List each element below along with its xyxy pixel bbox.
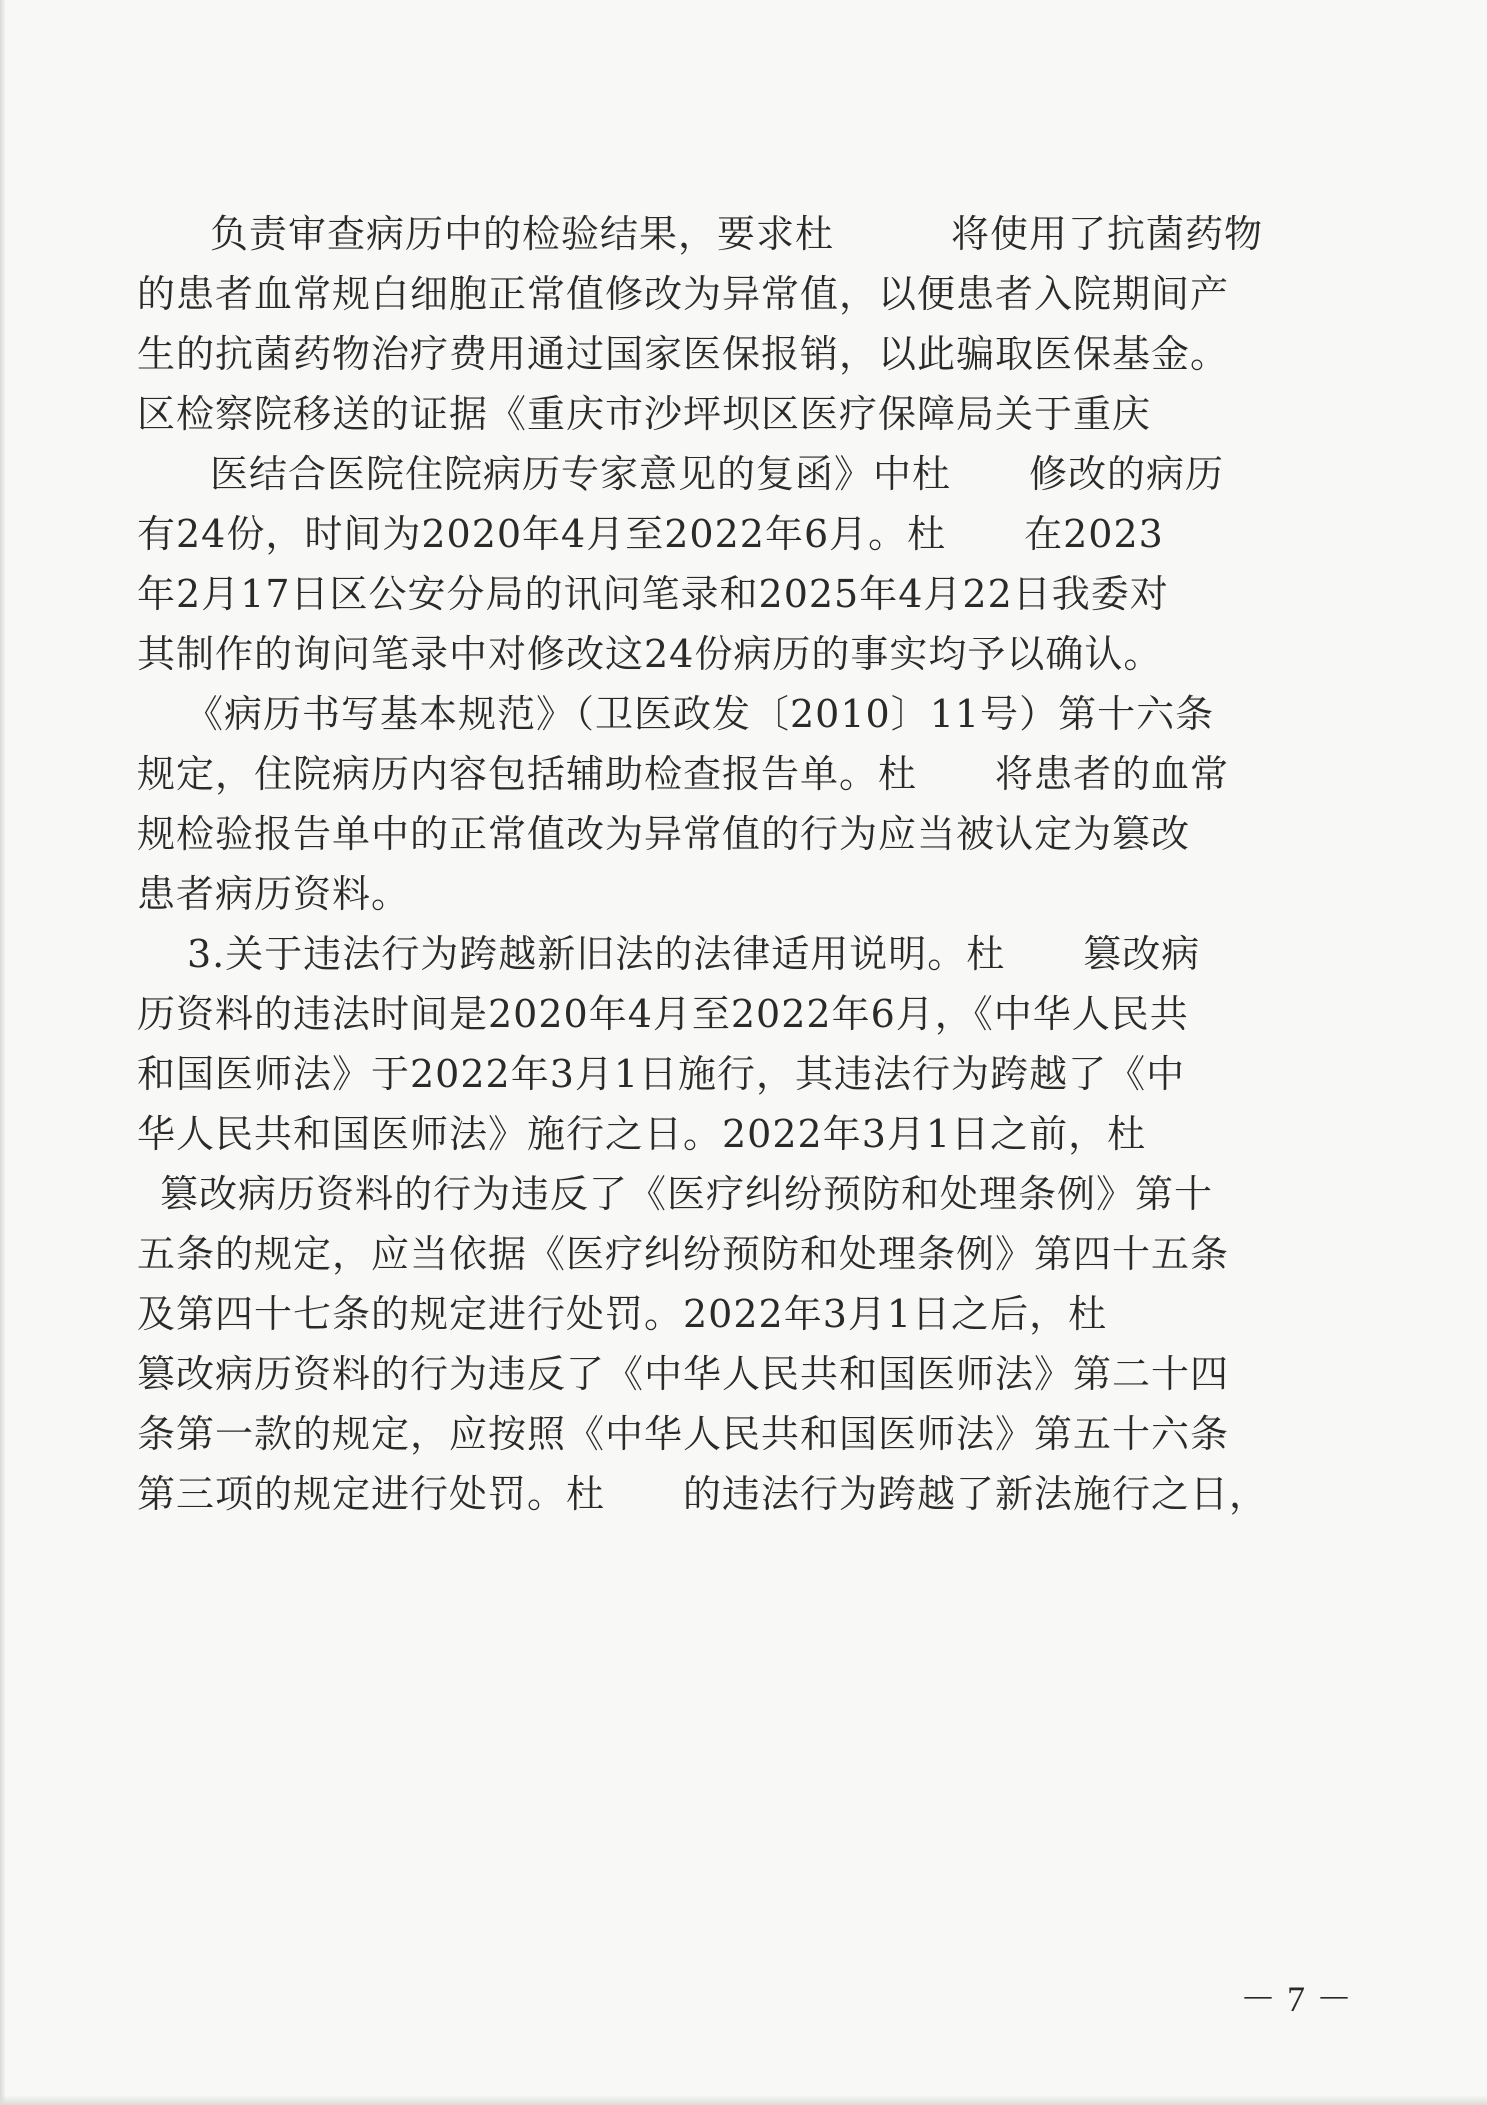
- body-line-21: 条第一款的规定，应按照《中华人民共和国医师法》第五十六条: [137, 1412, 1230, 1456]
- body-line-22: 第三项的规定进行处罚。杜 的违法行为跨越了新法施行之日，: [137, 1472, 1269, 1516]
- body-line-10: 规定，住院病历内容包括辅助检查报告单。杜 将患者的血常: [137, 752, 1230, 796]
- body-line-2: 的患者血常规白细胞正常值修改为异常值，以便患者入院期间产: [137, 272, 1230, 316]
- body-line-7: 年2月17日区公安分局的讯问笔录和2025年4月22日我委对: [137, 572, 1169, 616]
- page-number: － 7 －: [1240, 1979, 1354, 2019]
- body-line-9: 《病历书写基本规范》（卫医政发〔2010〕11号）第十六条: [185, 692, 1215, 736]
- body-line-17: 篡改病历资料的行为违反了《医疗纠纷预防和处理条例》第十: [160, 1172, 1214, 1216]
- body-line-4: 区检察院移送的证据《重庆市沙坪坝区医疗保障局关于重庆: [137, 392, 1152, 436]
- scan-shadow-left: [0, 0, 6, 2105]
- scan-shadow-bottom: [0, 2095, 1487, 2105]
- body-line-19: 及第四十七条的规定进行处罚。2022年3月1日之后，杜: [137, 1292, 1108, 1336]
- body-line-16: 华人民共和国医师法》施行之日。2022年3月1日之前，杜: [137, 1112, 1147, 1156]
- body-line-1: 负责审查病历中的检验结果，要求杜 将使用了抗菌药物: [210, 212, 1264, 256]
- body-line-14: 历资料的违法时间是2020年4月至2022年6月，《中华人民共: [137, 992, 1189, 1036]
- body-line-12: 患者病历资料。: [137, 872, 411, 916]
- body-line-20: 篡改病历资料的行为违反了《中华人民共和国医师法》第二十四: [137, 1352, 1230, 1396]
- body-line-6: 有24份，时间为2020年4月至2022年6月。杜 在2023: [137, 512, 1164, 556]
- body-line-8: 其制作的询问笔录中对修改这24份病历的事实均予以确认。: [137, 632, 1163, 676]
- body-line-13: 3.关于违法行为跨越新旧法的法律适用说明。杜 篡改病: [187, 932, 1201, 976]
- body-line-3: 生的抗菌药物治疗费用通过国家医保报销，以此骗取医保基金。: [137, 332, 1230, 376]
- body-line-5: 医结合医院住院病历专家意见的复函》中杜 修改的病历: [210, 452, 1225, 496]
- body-line-11: 规检验报告单中的正常值改为异常值的行为应当被认定为篡改: [137, 812, 1191, 856]
- body-line-15: 和国医师法》于2022年3月1日施行，其违法行为跨越了《中: [137, 1052, 1186, 1096]
- body-line-18: 五条的规定，应当依据《医疗纠纷预防和处理条例》第四十五条: [137, 1232, 1230, 1276]
